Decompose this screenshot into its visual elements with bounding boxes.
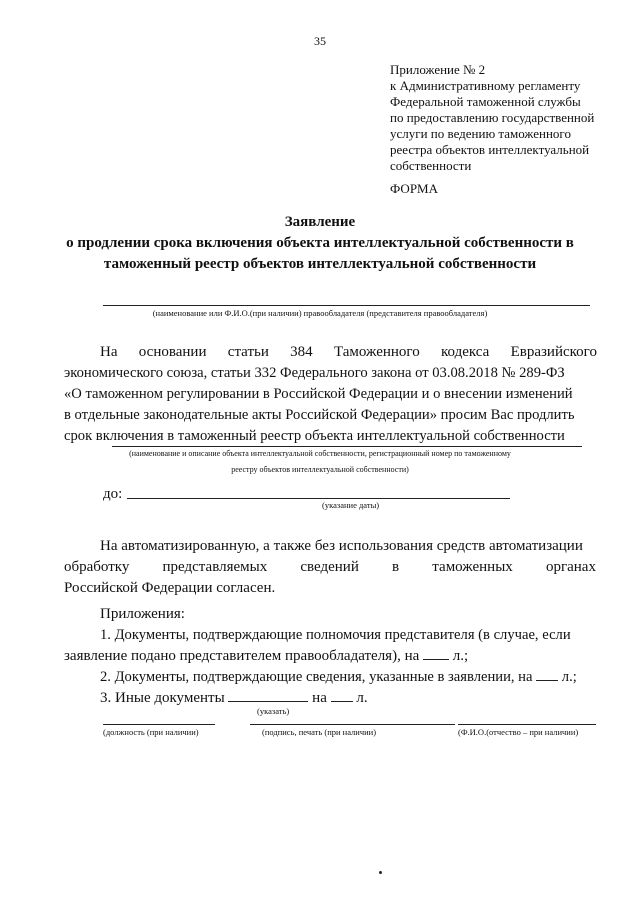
attachment-item-1-suffix: л.; <box>452 648 469 664</box>
attachments-heading: Приложения: <box>100 606 185 622</box>
consent-word: в <box>392 559 400 575</box>
attachment-item-2-pages-field[interactable] <box>536 668 558 681</box>
attachment-item-3-middle: на <box>312 690 327 706</box>
basis-word: основании <box>138 344 207 360</box>
attachment-item-3-prefix: 3. Иные документы <box>100 690 225 706</box>
until-caption: (указание даты) <box>322 500 380 510</box>
basis-line-3: «О таможенном регулировании в Российской Федерации и о внесении изменений <box>64 386 573 402</box>
annex-line: Приложение № 2 <box>390 62 486 77</box>
attachment-item-2-suffix: л.; <box>561 669 577 685</box>
consent-word: обработку <box>64 559 130 575</box>
scan-speck <box>379 871 382 874</box>
annex-line: к Административному регламенту <box>390 78 581 93</box>
basis-word: На <box>100 344 118 360</box>
basis-line-2: экономического союза, статьи 332 Федерального закона от 03.08.2018 № 289-ФЗ <box>64 365 565 381</box>
attachment-item-3-pages-field[interactable] <box>331 689 353 702</box>
attachment-item-1-prefix: заявление подано представителем правообладателя), на <box>64 648 420 664</box>
annex-line: собственности <box>390 158 472 173</box>
attachment-item-3-caption: (указать) <box>257 706 290 716</box>
annex-block <box>390 62 620 174</box>
attachment-item-2-prefix: 2. Документы, подтверждающие сведения, указанные в заявлении, на <box>100 669 533 685</box>
basis-line-5: срок включения в таможенный реестр объекта интеллектуальной собственности <box>64 428 565 444</box>
document-heading: Заявление <box>284 214 356 230</box>
position-signature-line[interactable] <box>103 724 215 725</box>
signature-line[interactable] <box>250 724 455 725</box>
annex-line: по предоставлению государственной <box>390 110 595 125</box>
consent-word: органах <box>545 559 596 575</box>
basis-word: Евразийского <box>510 344 597 360</box>
attachment-item-1-line-2 <box>64 646 468 666</box>
document-title-line-1: о продлении срока включения объекта интеллектуальной собственности в <box>66 235 574 251</box>
consent-line-2 <box>64 557 596 577</box>
basis-word: статьи <box>227 344 269 360</box>
page-number: 35 <box>314 34 326 48</box>
annex-line: Федеральной таможенной службы <box>390 94 581 109</box>
holder-name-line[interactable] <box>103 305 590 306</box>
annex-line: реестра объектов интеллектуальной <box>390 142 590 157</box>
basis-word: Таможенного <box>333 344 420 360</box>
basis-line-4: в отдельные законодательные акты Российской Федерации» просим Вас продлить <box>64 407 575 423</box>
full-name-caption: (Ф.И.О.(отчество – при наличии) <box>458 727 579 737</box>
attachment-item-3-docs-field[interactable] <box>228 689 308 702</box>
object-caption-line-2: реестру объектов интеллектуальной собственности) <box>231 465 409 474</box>
annex-line: услуги по ведению таможенного <box>390 126 571 141</box>
consent-line-1: На автоматизированную, а также без использования средств автоматизации <box>100 538 583 554</box>
basis-line-1 <box>100 342 597 362</box>
consent-word: таможенных <box>432 559 513 575</box>
holder-caption: (наименование или Ф.И.О.(при наличии) правообладателя (представителя правообладателя) <box>152 308 488 318</box>
signature-caption: (подпись, печать (при наличии) <box>262 727 377 737</box>
attachment-item-2 <box>100 667 577 687</box>
basis-word: кодекса <box>441 344 490 360</box>
form-label: ФОРМА <box>390 181 438 196</box>
consent-line-3: Российской Федерации согласен. <box>64 580 276 596</box>
object-description-line[interactable] <box>112 446 582 447</box>
basis-word: 384 <box>290 344 313 360</box>
until-label: до: <box>103 486 123 502</box>
attachment-item-3-suffix: л. <box>356 690 368 706</box>
consent-word: представляемых <box>162 559 268 575</box>
attachment-item-1-pages-field[interactable] <box>423 647 449 660</box>
object-caption-line-1: (наименование и описание объекта интеллектуальной собственности, регистрационный номер по таможенному <box>129 449 511 458</box>
position-caption: (должность (при наличии) <box>103 727 199 737</box>
attachment-item-1-line-1: 1. Документы, подтверждающие полномочия представителя (в случае, если <box>100 627 571 643</box>
attachment-item-3 <box>100 688 368 708</box>
until-date-line[interactable] <box>127 498 510 499</box>
full-name-line[interactable] <box>458 724 596 725</box>
document-title-line-2: таможенный реестр объектов интеллектуальной собственности <box>103 256 537 272</box>
consent-word: сведений <box>300 559 359 575</box>
